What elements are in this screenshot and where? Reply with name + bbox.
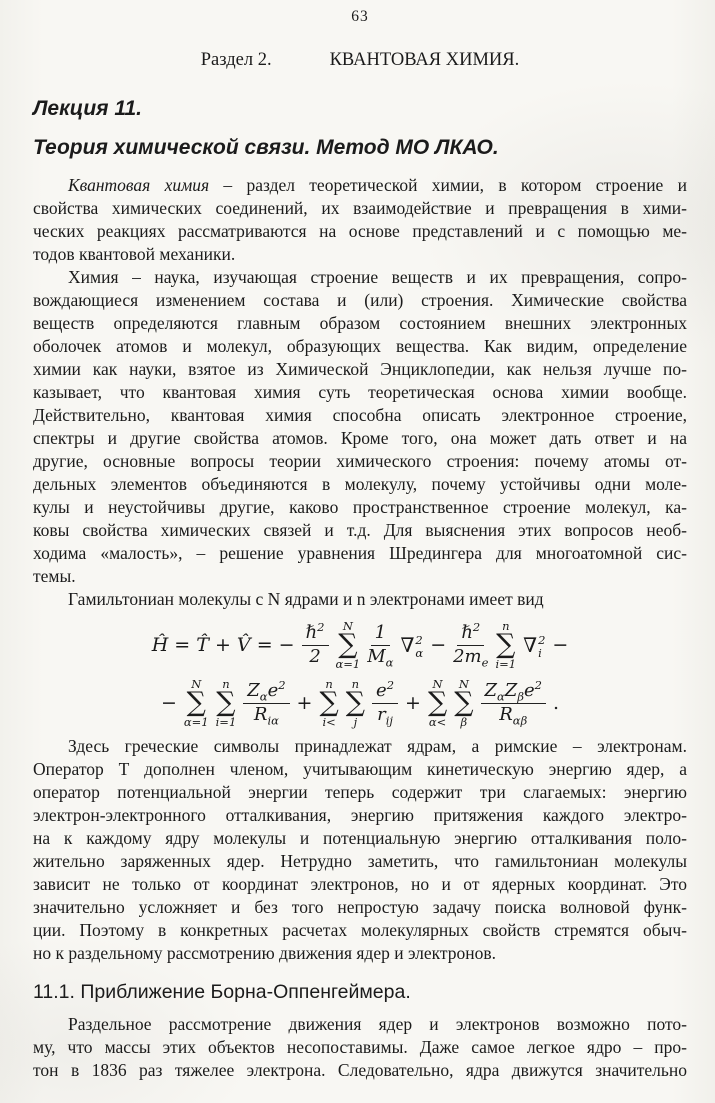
minus-operator: − (430, 634, 447, 656)
text-line: свойства химических соединений, их взаимодействие и превращения в хими- (33, 198, 687, 218)
numerator: 1 (371, 623, 390, 646)
sum-alpha-less: N ∑ α< (427, 676, 448, 729)
text-line (33, 174, 687, 197)
paragraph-hamiltonian-intro (33, 588, 687, 611)
paragraph-born-oppenheimer (33, 1013, 687, 1082)
fraction-hbar2-over-2 (302, 619, 329, 667)
sigma-icon: ∑ (319, 687, 339, 719)
sum-over-electrons: n ∑ i=1 (495, 618, 517, 671)
text-line: кулы и неустойчивы другие, каково пространственное строение молекул, ка- (33, 497, 687, 517)
fraction-hbar2-over-2me (453, 619, 489, 670)
minus-operator: − (552, 634, 569, 656)
nabla-icon: ∇ (523, 633, 538, 657)
section-title: КВАНТОВАЯ ХИМИЯ. (329, 50, 520, 70)
text-line: химии как науки, взятое из Химической Энциклопедии, как нельзя лучше по- (33, 359, 687, 379)
text-line: веществ определяются главным образом состоянием внешних электронных (33, 313, 687, 333)
text-line: Действительно, квантовая химия способна описать электронное строение, (33, 405, 687, 425)
sum-i-less: n ∑ i< (319, 676, 339, 729)
fraction-nuclear-repulsion-term (481, 677, 546, 728)
text-line: спектры и другие свойства атомов. Кроме того, она может дать ответ и на (33, 428, 687, 448)
text-line: жительно заряженных ядер. Нетрудно заметить, что гамильтониан молекулы (33, 851, 687, 871)
sigma-icon: ∑ (454, 687, 474, 719)
sigma-icon: ∑ (338, 629, 358, 661)
sum-over-nuclei: N ∑ α=1 (183, 676, 209, 729)
sum-over-electrons: n ∑ i=1 (215, 676, 237, 729)
plus-operator: + (405, 692, 421, 714)
period: . (552, 692, 559, 714)
italic-term: Квантовая химия (68, 175, 210, 195)
nabla-icon: ∇ (400, 633, 415, 657)
text-line: ходима «малость», – решение уравнения Шредингера для многоатомной сис- (33, 543, 687, 563)
lecture-subtitle: Теория химической связи. Метод МО ЛКАО. (33, 136, 499, 159)
hamiltonian-formula (33, 617, 687, 731)
text-line: оболочек атомов и молекул, образующих вещества. Как видим, определение (33, 336, 687, 356)
sigma-icon: ∑ (496, 629, 516, 661)
sigma-icon: ∑ (216, 687, 236, 719)
numerator: $Z_\alpha e^2$ (243, 681, 289, 704)
fraction-1-over-M (367, 621, 394, 670)
denominator: 2 (309, 645, 321, 667)
paragraph-formula-explanation (33, 735, 687, 965)
nabla-squared-alpha: ∇ 2 α (400, 632, 424, 660)
text-line: ковы свойства химических связей и т.д. Для выяснения этих вопросов необ- (33, 520, 687, 540)
sigma-icon: ∑ (345, 687, 366, 719)
formula-line-2 (33, 675, 687, 731)
text-line: казывает, что квантовая химия суть теоретическая основа химии вообще. (33, 382, 687, 402)
text-line: му, что массы этих объектов несопоставимы. Даже самое легкое ядро – про- (33, 1037, 687, 1057)
text-line: электрон-электронного отталкивания, энергию притяжения каждого электро- (33, 805, 687, 825)
text-line: Химия – наука, изучающая строение веществ и их превращения, сопро- (68, 267, 687, 287)
plus-operator: + (296, 692, 313, 714)
text-line: темы. (33, 566, 76, 586)
sum-over-nuclei: N ∑ α=1 (335, 618, 361, 671)
text-line: зависит не только от координат электронов, но и от ядерных координат. Это (33, 874, 687, 894)
page-number: 63 (351, 8, 369, 25)
text-line: тодов квантовой механики. (33, 244, 236, 264)
formula-head: Ĥ = T̂ + V̂ = − (151, 634, 295, 656)
text-line: вождающиеся изменением состава и (или) строения. Химические свойства (33, 290, 687, 310)
text-line: ческих реакциях рассматриваются на основе представлений и с помощью ме- (33, 221, 687, 241)
section-label: Раздел 2. (200, 50, 272, 70)
numerator: $e^2$ (372, 681, 398, 704)
text-line: оператор потенциальной энергии теперь содержит три слагаемых: энергию (33, 782, 687, 802)
text-line: Здесь греческие символы принадлежат ядрам, а римские – электронам. (68, 736, 687, 756)
text-line: другие, основные вопросы теории химического строения: почему атомы от- (33, 451, 687, 471)
fraction-repulsion-term (372, 677, 398, 728)
text-line: Раздельное рассмотрение движения ядер и электронов возможно пото- (68, 1014, 687, 1034)
text-line: дельных элементов объединяются в молекулу, почему устойчивы одни моле- (33, 474, 687, 494)
fraction-attraction-term (243, 677, 289, 728)
paragraph-chemistry-definition (33, 266, 687, 588)
text-line: значительно усложняет и без того непростую задачу поиска волновой функ- (33, 897, 687, 917)
denominator: $r_{ij}$ (377, 703, 393, 728)
numerator: ℏ$^2$ (457, 623, 484, 646)
minus-operator: − (160, 692, 177, 714)
denominator: $2m_e$ (453, 645, 489, 670)
denominator: $R_{i\alpha}$ (253, 703, 279, 728)
subsection-heading: 11.1. Приближение Борна-Оппенгеймера. (33, 981, 411, 1003)
nabla-squared-i: ∇ 2 i (523, 632, 546, 660)
numerator: $Z_\alpha Z_\beta e^2$ (481, 681, 546, 704)
denominator: $M_\alpha$ (367, 645, 394, 670)
sigma-icon: ∑ (186, 687, 206, 719)
formula-line-1 (33, 617, 687, 673)
sum-beta: N ∑ β (454, 676, 474, 729)
text-line: на к каждому ядру молекулы и потенциальную энергию отталкивания поло- (33, 828, 687, 848)
text-line: Оператор Т дополнен членом, учитывающим кинетическую энергию ядер, а (33, 759, 687, 779)
paragraph-intro (33, 174, 687, 266)
text-line: тон в 1836 раз тяжелее электрона. Следовательно, ядра движутся значительно (33, 1060, 687, 1080)
sigma-icon: ∑ (427, 687, 448, 719)
sum-j: n ∑ j (345, 676, 366, 729)
numerator: ℏ$^2$ (302, 623, 329, 646)
lecture-title: Лекция 11. (33, 97, 142, 120)
text-line: Гамильтониан молекулы с N ядрами и n электронами имеет вид (68, 589, 544, 609)
text-line: ции. Поэтому в конкретных расчетах молекулярных свойств стремятся обыч- (33, 920, 687, 940)
text-line-rest: – раздел теоретической химии, в котором строение и (209, 175, 687, 195)
section-header (33, 50, 687, 71)
denominator: $R_{\alpha\beta}$ (499, 703, 528, 728)
text-line: но к раздельному рассмотрению движения ядер и электронов. (33, 943, 497, 963)
